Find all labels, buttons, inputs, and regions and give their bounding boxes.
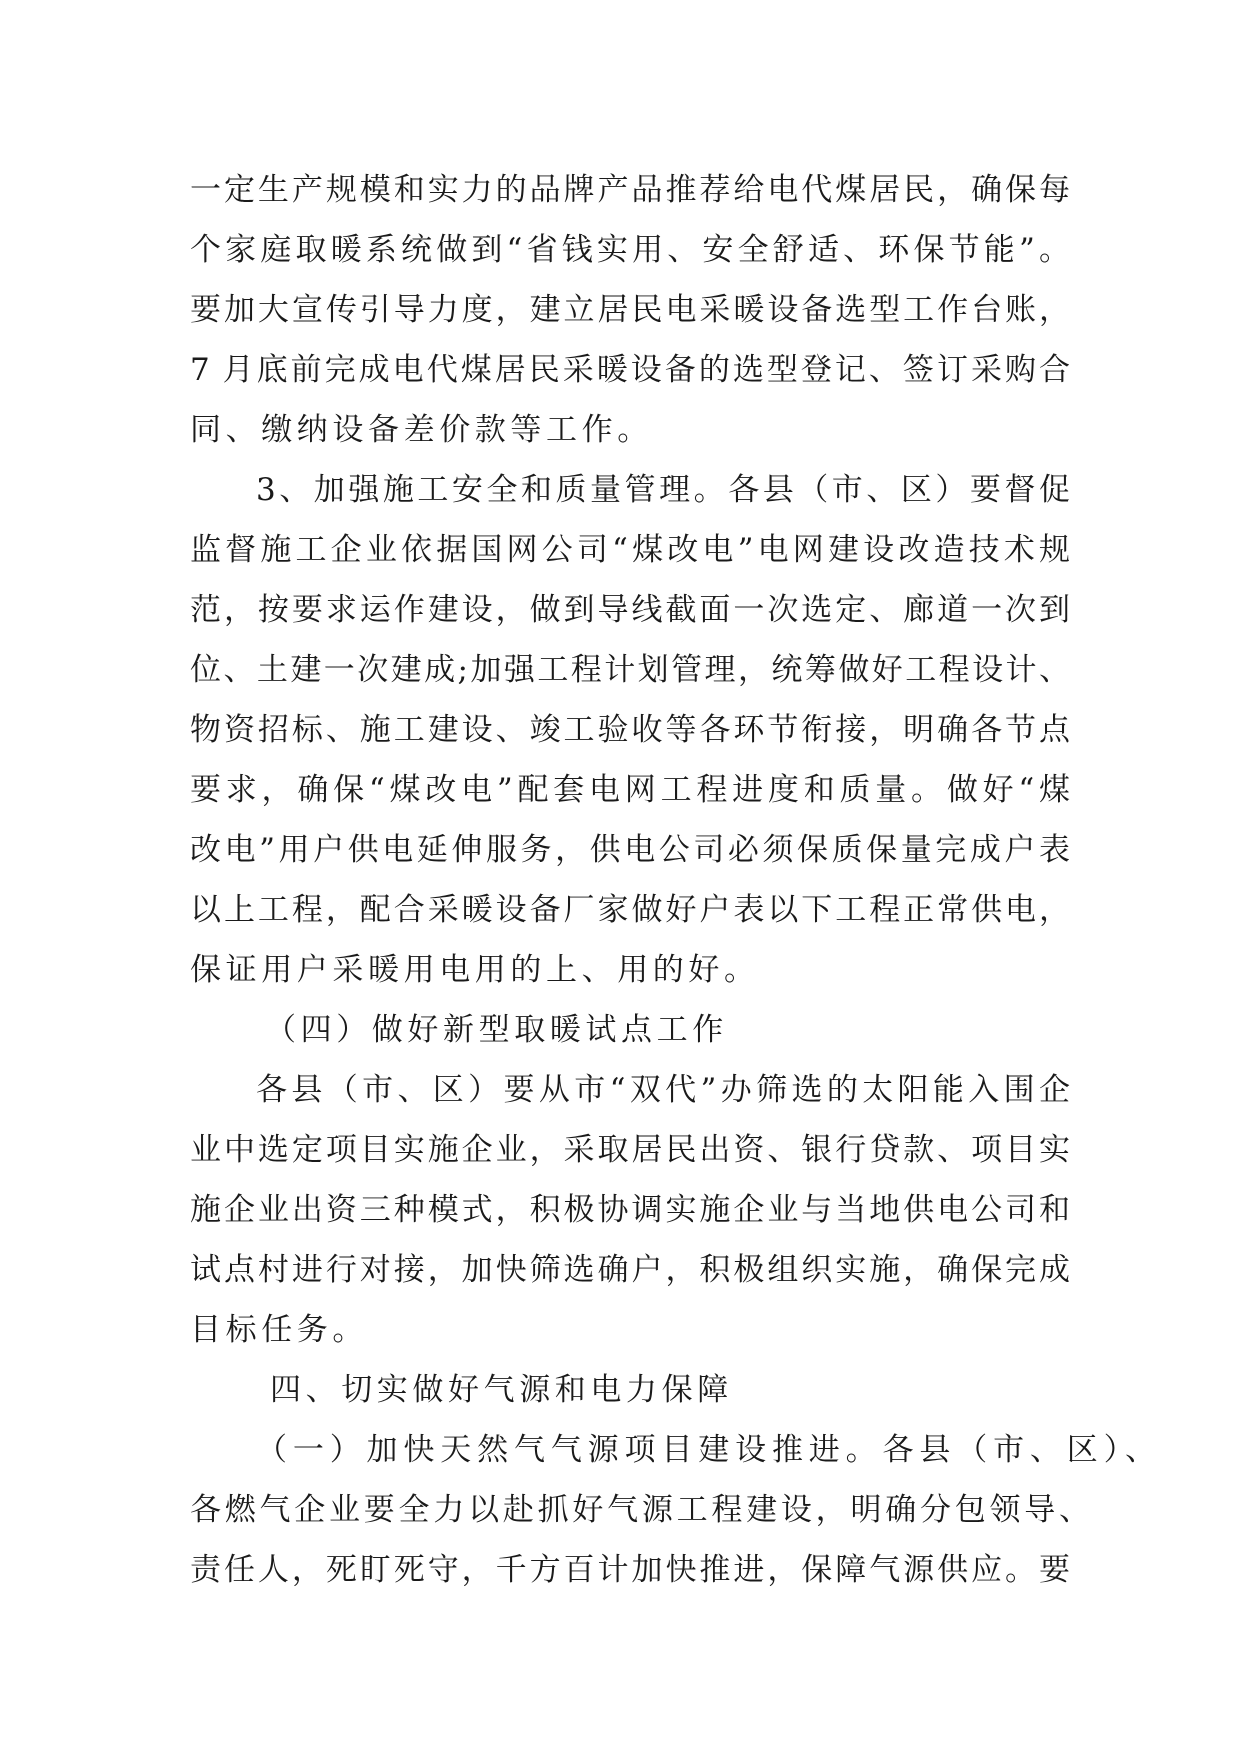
paragraph-line: 同、缴纳设备差价款等工作。 — [190, 412, 653, 448]
section-heading: （四）做好新型取暖试点工作 — [265, 1012, 728, 1048]
paragraph-line: 一定生产规模和实力的品牌产品推荐给电代煤居民，确保每 — [190, 172, 1070, 208]
paragraph-line: 物资招标、施工建设、竣工验收等各环节衔接，明确各节点 — [190, 712, 1070, 748]
paragraph-line: 改电”用户供电延伸服务，供电公司必须保质保量完成户表 — [190, 832, 1070, 868]
paragraph-line: 目标任务。 — [190, 1312, 368, 1348]
section-heading: 四、切实做好气源和电力保障 — [270, 1372, 733, 1408]
paragraph-line: （一）加快天然气气源项目建设推进。各县（市、区）、 — [256, 1432, 1156, 1468]
paragraph-line: 要求，确保“煤改电”配套电网工程进度和质量。做好“煤 — [190, 772, 1070, 808]
paragraph-line: 试点村进行对接，加快筛选确户，积极组织实施，确保完成 — [190, 1252, 1070, 1288]
paragraph-line: 业中选定项目实施企业，采取居民出资、银行贷款、项目实 — [190, 1132, 1070, 1168]
body-text — [190, 160, 1156, 1600]
paragraph-line: 监督施工企业依据国网公司“煤改电”电网建设改造技术规 — [190, 532, 1070, 568]
paragraph-line: 各燃气企业要全力以赴抓好气源工程建设，明确分包领导、 — [190, 1492, 1090, 1528]
paragraph-line: 各县（市、区）要从市“双代”办筛选的太阳能入围企 — [256, 1072, 1070, 1108]
paragraph-line: 施企业出资三种模式，积极协调实施企业与当地供电公司和 — [190, 1192, 1070, 1228]
paragraph-line: 责任人，死盯死守，千方百计加快推进，保障气源供应。要 — [190, 1552, 1070, 1588]
paragraph-line: 以上工程，配合采暖设备厂家做好户表以下工程正常供电， — [190, 892, 1070, 928]
paragraph-line: 要加大宣传引导力度，建立居民电采暖设备选型工作台账， — [190, 292, 1070, 328]
paragraph-line: 保证用户采暖用电用的上、用的好。 — [190, 952, 760, 988]
paragraph-line: 范，按要求运作建设，做到导线截面一次选定、廊道一次到 — [190, 592, 1070, 628]
paragraph-line: 位、土建一次建成;加强工程计划管理，统筹做好工程设计、 — [190, 652, 1070, 688]
paragraph-line: 7 月底前完成电代煤居民采暖设备的选型登记、签订采购合 — [190, 352, 1070, 388]
paragraph-line: 个家庭取暖系统做到“省钱实用、安全舒适、环保节能”。 — [190, 232, 1070, 268]
paragraph-line: 3、加强施工安全和质量管理。各县（市、区）要督促 — [256, 472, 1070, 508]
